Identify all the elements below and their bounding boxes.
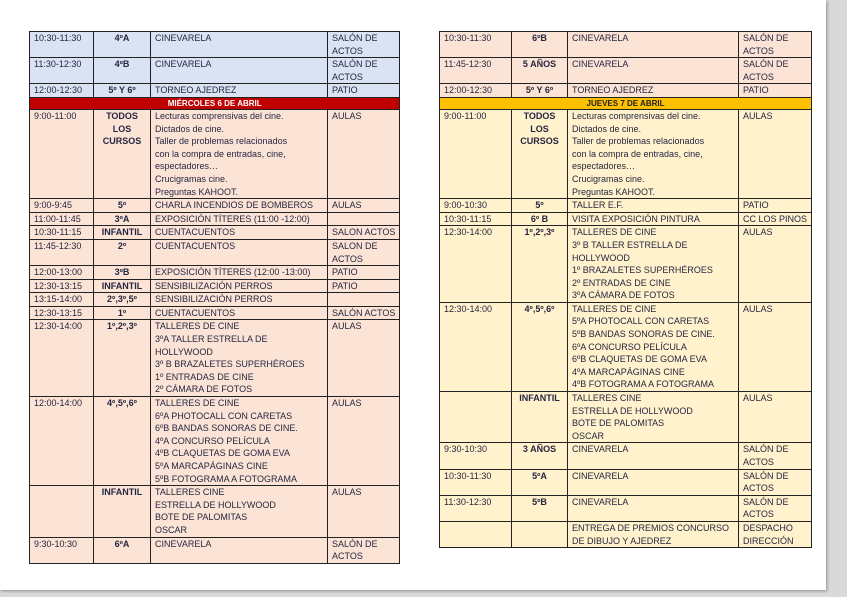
place-line: DESPACHO xyxy=(743,522,793,533)
place-cell xyxy=(328,226,400,240)
group-line: TODOS xyxy=(106,110,138,121)
place-cell xyxy=(739,302,812,391)
activity-line: 3ºA TALLER ESTRELLA DE xyxy=(155,334,268,345)
place-line: PATIO xyxy=(332,267,358,278)
place-line: SALON ACTOS xyxy=(332,227,396,238)
place-line: SALÓN DE xyxy=(332,59,378,70)
activity-line: CINEVARELA xyxy=(572,59,629,70)
time-cell: 10:30-11:30 xyxy=(30,32,94,58)
group-cell xyxy=(94,58,151,84)
activity-line: OSCAR xyxy=(155,524,188,535)
activity-cell xyxy=(568,443,739,469)
table-row xyxy=(30,486,400,537)
group-line: 1º,2º,3º xyxy=(524,227,555,238)
place-cell xyxy=(739,109,812,198)
table-row xyxy=(440,212,812,226)
place-cell xyxy=(328,109,400,198)
place-line: SALON DE xyxy=(332,240,378,251)
time-cell: 12:30-14:00 xyxy=(440,302,512,391)
activity-line: BOTE DE PALOMITAS xyxy=(155,512,248,523)
place-cell xyxy=(739,226,812,303)
group-cell xyxy=(94,266,151,280)
place-line: AULAS xyxy=(332,321,362,332)
table-row xyxy=(30,320,400,397)
activity-line: 6ºA CONCURSO PELÍCULA xyxy=(572,341,687,352)
activity-line: Preguntas KAHOOT. xyxy=(155,186,239,197)
table-row xyxy=(440,302,812,391)
group-cell xyxy=(94,84,151,98)
activity-line: 2º ENTRADAS DE CINE xyxy=(572,277,671,288)
activity-line: TALLERES DE CINE xyxy=(155,321,240,332)
activity-cell xyxy=(151,84,328,98)
time-cell: 11:30-12:30 xyxy=(440,495,512,521)
table-row xyxy=(30,226,400,240)
activity-cell xyxy=(568,392,739,443)
group-cell xyxy=(512,392,568,443)
group-line: 4º,5º,6º xyxy=(107,398,137,409)
activity-line: Lecturas comprensivas del cine. xyxy=(572,110,701,121)
table-row xyxy=(30,84,400,98)
table-row xyxy=(30,293,400,307)
group-cell xyxy=(512,226,568,303)
activity-line: espectadores… xyxy=(572,161,636,172)
group-cell xyxy=(94,320,151,397)
activity-line: CINEVARELA xyxy=(155,538,212,549)
place-line: SALÓN DE xyxy=(332,33,378,43)
place-line: ACTOS xyxy=(332,71,363,82)
time-cell: 9:30-10:30 xyxy=(30,537,94,563)
day-header-row xyxy=(30,97,400,109)
activity-line: CUENTACUENTOS xyxy=(155,240,236,251)
group-line: LOS xyxy=(112,123,132,134)
place-cell xyxy=(328,397,400,486)
place-line: SALÓN DE xyxy=(743,59,789,70)
activity-line: Preguntas KAHOOT. xyxy=(572,186,656,197)
time-cell: 10:30-11:15 xyxy=(30,226,94,240)
activity-cell xyxy=(151,58,328,84)
activity-line: 6ºA PHOTOCALL CON CARETAS xyxy=(155,410,293,421)
table-row xyxy=(440,469,812,495)
activity-line: ENTREGA DE PREMIOS CONCURSO xyxy=(572,522,730,533)
activity-line: CHARLA INCENDIOS DE BOMBEROS xyxy=(155,200,314,211)
activity-cell xyxy=(151,239,328,265)
activity-line: HOLLYWOOD xyxy=(155,346,213,357)
place-line: SALÓN DE xyxy=(743,496,789,507)
place-cell xyxy=(328,199,400,213)
place-cell xyxy=(328,239,400,265)
activity-cell xyxy=(151,109,328,198)
activity-cell xyxy=(151,306,328,320)
place-line: ACTOS xyxy=(743,483,774,494)
activity-line: CINEVARELA xyxy=(572,444,629,455)
time-cell: 9:00-9:45 xyxy=(30,199,94,213)
place-line: ACTOS xyxy=(332,45,363,56)
activity-line: CINEVARELA xyxy=(155,33,212,43)
activity-line: CINEVARELA xyxy=(572,33,629,43)
place-line: ACTOS xyxy=(743,45,774,56)
group-cell xyxy=(512,58,568,84)
group-line: CURSOS xyxy=(102,136,142,147)
activity-line: 1º ENTRADAS DE CINE xyxy=(155,371,254,382)
group-line: INFANTIL xyxy=(101,280,143,291)
place-line: AULAS xyxy=(332,398,362,409)
group-cell xyxy=(512,32,568,58)
activity-line: SENSIBILIZACIÓN PERROS xyxy=(155,280,273,291)
place-cell xyxy=(328,279,400,293)
place-line: ACTOS xyxy=(332,253,363,264)
group-cell xyxy=(94,397,151,486)
group-line: INFANTIL xyxy=(519,393,560,404)
group-cell xyxy=(512,521,568,547)
group-line: CURSOS xyxy=(520,136,559,147)
activity-cell xyxy=(151,537,328,563)
group-line: 4º,5º,6º xyxy=(524,303,555,314)
activity-line: 5ºB FOTOGRAMA A FOTOGRAMA xyxy=(155,473,297,484)
place-cell xyxy=(739,469,812,495)
activity-line: CINEVARELA xyxy=(572,496,629,507)
time-cell: 11:45-12:30 xyxy=(440,58,512,84)
group-cell xyxy=(94,32,151,58)
group-cell xyxy=(512,199,568,213)
activity-line: TALLERES CINE xyxy=(155,487,225,498)
activity-line: 5ºB BANDAS SONORAS DE CINE. xyxy=(572,329,715,340)
activity-line: Dictados de cine. xyxy=(155,123,225,134)
place-cell xyxy=(328,212,400,226)
time-cell xyxy=(440,392,512,443)
activity-line: espectadores… xyxy=(155,161,219,172)
time-cell: 12:00-13:00 xyxy=(30,266,94,280)
place-line: SALÓN DE xyxy=(743,470,789,481)
activity-cell xyxy=(568,109,739,198)
activity-cell xyxy=(568,521,739,547)
place-cell xyxy=(739,32,812,58)
table-row xyxy=(440,443,812,469)
place-cell xyxy=(328,537,400,563)
activity-cell xyxy=(151,279,328,293)
group-line: 1º xyxy=(117,307,127,318)
time-cell: 12:30-13:15 xyxy=(30,279,94,293)
place-line: ACTOS xyxy=(743,509,774,520)
table-row xyxy=(440,199,812,213)
group-line: 5ºB xyxy=(532,496,547,507)
activity-line: EXPOSICIÓN TÍTERES (12:00 -13:00) xyxy=(155,267,311,278)
time-cell: 10:30-11:15 xyxy=(440,212,512,226)
activity-line: con la compra de entradas, cine, xyxy=(572,148,703,159)
place-cell xyxy=(739,443,812,469)
schedule-table-left xyxy=(29,31,400,564)
table-row xyxy=(440,392,812,443)
time-cell: 13:15-14:00 xyxy=(30,293,94,307)
time-cell: 10:30-11:30 xyxy=(440,469,512,495)
activity-line: 4ºB CLAQUETAS DE GOMA EVA xyxy=(155,448,290,459)
group-line: INFANTIL xyxy=(101,227,143,238)
time-cell: 12:00-12:30 xyxy=(440,84,512,98)
activity-line: CINEVARELA xyxy=(155,59,212,70)
activity-line: SENSIBILIZACIÓN PERROS xyxy=(155,294,273,305)
place-line: SALÓN DE xyxy=(332,538,378,549)
activity-line: ESTRELLA DE HOLLYWOOD xyxy=(155,499,276,510)
group-line: 5 AÑOS xyxy=(522,59,557,70)
place-line: AULAS xyxy=(332,200,362,211)
activity-cell xyxy=(568,495,739,521)
group-cell xyxy=(94,279,151,293)
activity-line: 3º B BRAZALETES SUPERHÉROES xyxy=(155,359,305,370)
time-cell: 10:30-11:30 xyxy=(440,32,512,58)
group-line: 3ºB xyxy=(114,267,130,278)
group-cell xyxy=(94,306,151,320)
time-cell: 12:30-13:15 xyxy=(30,306,94,320)
table-row xyxy=(30,279,400,293)
activity-line: Taller de problemas relacionados xyxy=(155,136,288,147)
group-cell xyxy=(94,199,151,213)
table-row xyxy=(30,199,400,213)
activity-cell xyxy=(568,84,739,98)
activity-line: TALLER E.F. xyxy=(572,200,624,211)
place-cell xyxy=(328,32,400,58)
table-row xyxy=(440,521,812,547)
activity-cell xyxy=(568,212,739,226)
group-line: 4ºB xyxy=(114,59,130,70)
activity-line: 4ºA CONCURSO PELÍCULA xyxy=(155,435,270,446)
group-line: 6ºA xyxy=(114,538,130,549)
place-cell xyxy=(739,84,812,98)
group-cell xyxy=(94,293,151,307)
activity-line: 4ºB FOTOGRAMA A FOTOGRAMA xyxy=(572,379,714,390)
place-line: PATIO xyxy=(332,280,358,291)
day-header: JUEVES 7 DE ABRIL xyxy=(440,97,812,109)
place-line: AULAS xyxy=(743,393,773,404)
place-cell xyxy=(739,521,812,547)
group-line: 6ºB xyxy=(532,33,547,43)
activity-cell xyxy=(568,226,739,303)
group-cell xyxy=(512,109,568,198)
activity-line: Taller de problemas relacionados xyxy=(572,136,705,147)
activity-line: ESTRELLA DE HOLLYWOOD xyxy=(572,405,693,416)
activity-cell xyxy=(151,293,328,307)
table-row xyxy=(30,109,400,198)
activity-line: 4ºA MARCAPÁGINAS CINE xyxy=(572,366,685,377)
table-row xyxy=(30,266,400,280)
activity-line: TORNEO AJEDREZ xyxy=(155,85,237,96)
schedule-table-right xyxy=(439,31,812,548)
group-line: LOS xyxy=(530,123,549,134)
place-line: PATIO xyxy=(743,85,769,96)
activity-line: 3º B TALLER ESTRELLA DE xyxy=(572,239,688,250)
place-cell xyxy=(328,320,400,397)
table-row xyxy=(30,306,400,320)
activity-line: 6ºB CLAQUETAS DE GOMA EVA xyxy=(572,354,707,365)
activity-cell xyxy=(151,226,328,240)
place-cell xyxy=(739,58,812,84)
activity-line: 1º BRAZALETES SUPERHÉROES xyxy=(572,265,713,276)
group-cell xyxy=(512,495,568,521)
group-line: INFANTIL xyxy=(101,487,143,498)
group-cell xyxy=(94,486,151,537)
group-line: 6º B xyxy=(530,213,549,224)
activity-line: 2º CÁMARA DE FOTOS xyxy=(155,384,253,395)
time-cell: 9:00-11:00 xyxy=(440,109,512,198)
day-header: MIÉRCOLES 6 DE ABRIL xyxy=(30,97,400,109)
table-row xyxy=(440,58,812,84)
time-cell: 9:30-10:30 xyxy=(440,443,512,469)
group-line: 1º,2º,3º xyxy=(107,321,137,332)
group-cell xyxy=(94,239,151,265)
activity-cell xyxy=(151,212,328,226)
activity-line: 5ºA PHOTOCALL CON CARETAS xyxy=(572,316,710,327)
group-cell xyxy=(512,443,568,469)
table-row xyxy=(440,32,812,58)
activity-line: TORNEO AJEDREZ xyxy=(572,85,654,96)
table-row xyxy=(30,397,400,486)
activity-cell xyxy=(568,199,739,213)
activity-cell xyxy=(568,469,739,495)
day-header-row xyxy=(440,97,812,109)
time-cell: 12:00-12:30 xyxy=(30,84,94,98)
table-row xyxy=(440,226,812,303)
activity-line: TALLERES DE CINE xyxy=(572,303,657,314)
group-cell xyxy=(94,226,151,240)
time-cell: 12:00-14:00 xyxy=(30,397,94,486)
activity-line: TALLERES DE CINE xyxy=(572,227,657,238)
group-line: 5º Y 6º xyxy=(525,85,554,96)
table-row xyxy=(30,537,400,563)
activity-cell xyxy=(568,302,739,391)
place-line: AULAS xyxy=(743,110,773,121)
group-cell xyxy=(512,84,568,98)
place-line: SALÓN DE xyxy=(743,444,789,455)
place-cell xyxy=(739,392,812,443)
place-line: PATIO xyxy=(743,200,769,211)
table-row xyxy=(30,32,400,58)
activity-cell xyxy=(568,58,739,84)
table-row xyxy=(440,495,812,521)
place-line: AULAS xyxy=(332,487,362,498)
activity-cell xyxy=(151,320,328,397)
activity-line: VISITA EXPOSICIÓN PINTURA xyxy=(572,213,700,224)
group-line: 5ºA xyxy=(532,470,547,481)
place-line: ACTOS xyxy=(332,551,363,562)
activity-line: Crucigramas cine. xyxy=(572,173,645,184)
group-line: 5º xyxy=(535,200,544,211)
group-cell xyxy=(94,537,151,563)
activity-cell xyxy=(151,397,328,486)
place-line: CC LOS PINOS xyxy=(743,213,808,224)
group-line: 3 AÑOS xyxy=(522,444,557,455)
place-line: AULAS xyxy=(743,227,773,238)
activity-cell xyxy=(151,199,328,213)
table-row xyxy=(30,239,400,265)
activity-line: TALLERES DE CINE xyxy=(155,398,240,409)
activity-line: TALLERES CINE xyxy=(572,393,642,404)
place-cell xyxy=(739,212,812,226)
activity-line: 6ºB BANDAS SONORAS DE CINE. xyxy=(155,423,298,434)
activity-line: CUENTACUENTOS xyxy=(155,307,236,318)
place-line: PATIO xyxy=(332,85,358,96)
time-cell: 11:45-12:30 xyxy=(30,239,94,265)
place-line: SALÓN DE xyxy=(743,33,789,43)
place-line: ACTOS xyxy=(743,457,774,467)
group-cell xyxy=(512,302,568,391)
activity-line: 5ºA MARCAPÁGINAS CINE xyxy=(155,461,268,471)
time-cell xyxy=(440,521,512,547)
group-line: 5º Y 6º xyxy=(108,85,136,96)
group-line: 2º xyxy=(117,240,127,251)
time-cell: 11:00-11:45 xyxy=(30,212,94,226)
place-line: ACTOS xyxy=(743,71,774,82)
activity-line: DE DIBUJO Y AJEDREZ xyxy=(572,535,672,546)
place-cell xyxy=(328,306,400,320)
activity-cell xyxy=(151,266,328,280)
activity-cell xyxy=(568,32,739,58)
place-line: DIRECCIÓN xyxy=(743,535,794,546)
place-line: SALÓN ACTOS xyxy=(332,307,396,318)
group-cell xyxy=(512,469,568,495)
activity-line: Dictados de cine. xyxy=(572,123,642,134)
activity-line: HOLLYWOOD xyxy=(572,252,630,263)
group-cell xyxy=(512,212,568,226)
table-row xyxy=(30,212,400,226)
group-line: 3ºA xyxy=(114,213,130,224)
time-cell: 9:00-10:30 xyxy=(440,199,512,213)
table-row xyxy=(440,84,812,98)
group-line: 2º,3º,5º xyxy=(107,294,137,305)
place-cell xyxy=(328,266,400,280)
activity-cell xyxy=(151,486,328,537)
place-cell xyxy=(328,293,400,307)
activity-line: con la compra de entradas, cine, xyxy=(155,148,286,159)
time-cell: 12:30-14:00 xyxy=(440,226,512,303)
activity-line: BOTE DE PALOMITAS xyxy=(572,418,665,429)
place-cell xyxy=(739,495,812,521)
time-cell: 12:30-14:00 xyxy=(30,320,94,397)
activity-line: Crucigramas cine. xyxy=(155,173,228,184)
time-cell: 11:30-12:30 xyxy=(30,58,94,84)
table-row xyxy=(30,58,400,84)
table-row xyxy=(440,109,812,198)
activity-line: CINEVARELA xyxy=(572,470,629,481)
activity-line: CUENTACUENTOS xyxy=(155,227,236,238)
time-cell xyxy=(30,486,94,537)
group-line: 5º xyxy=(117,200,127,211)
activity-line: OSCAR xyxy=(572,430,605,441)
place-cell xyxy=(328,84,400,98)
time-cell: 9:00-11:00 xyxy=(30,109,94,198)
group-cell xyxy=(94,212,151,226)
group-cell xyxy=(94,109,151,198)
place-line: AULAS xyxy=(743,303,773,314)
group-line: 4ºA xyxy=(114,33,130,43)
activity-cell xyxy=(151,32,328,58)
activity-line: Lecturas comprensivas del cine. xyxy=(155,110,284,121)
place-cell xyxy=(739,199,812,213)
activity-line: 3ºA CÁMARA DE FOTOS xyxy=(572,290,675,301)
place-cell xyxy=(328,486,400,537)
place-cell xyxy=(328,58,400,84)
place-line: AULAS xyxy=(332,110,362,121)
group-line: TODOS xyxy=(523,110,556,121)
activity-line: EXPOSICIÓN TÍTERES (11:00 -12:00) xyxy=(155,213,310,224)
